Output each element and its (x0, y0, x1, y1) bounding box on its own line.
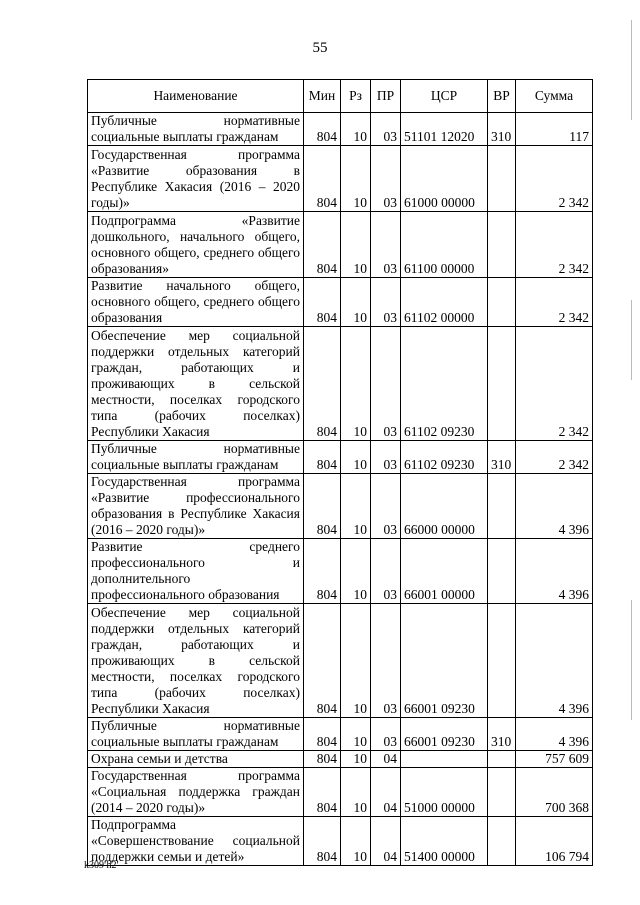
row-vr (488, 539, 516, 604)
table-row (88, 146, 593, 212)
row-pr: 03 (371, 718, 401, 751)
row-min: 804 (304, 751, 341, 768)
header-min: Мин (304, 80, 341, 113)
row-sum: 757 609 (516, 751, 593, 768)
row-min: 804 (304, 768, 341, 817)
row-name: Обеспечение мер социальной поддержки отдельных категорий граждан, работающих и проживающих в сельской местности, поселках городского типа (рабочих поселках) Республики Хакасия (88, 604, 304, 718)
row-vr (488, 474, 516, 539)
header-pr: ПР (371, 80, 401, 113)
row-pr: 03 (371, 539, 401, 604)
table-row (88, 817, 593, 866)
row-sum: 2 342 (516, 146, 593, 212)
table-row (88, 768, 593, 817)
page-number: 55 (312, 40, 328, 56)
row-vr: 310 (488, 718, 516, 751)
row-name: Подпрограмма «Развитие дошкольного, начального общего, основного общего, среднего общего образования» (88, 212, 304, 278)
row-sum: 2 342 (516, 441, 593, 474)
row-name: Государственная программа «Развитие профессионального образования в Республике Хакасия (2016 – 2020 годы)» (88, 474, 304, 539)
row-min: 804 (304, 146, 341, 212)
header-csr: ЦСР (401, 80, 488, 113)
row-rz: 10 (341, 768, 371, 817)
row-rz: 10 (341, 718, 371, 751)
row-pr: 03 (371, 604, 401, 718)
table-row (88, 539, 593, 604)
row-pr: 03 (371, 146, 401, 212)
row-min: 804 (304, 327, 341, 441)
row-csr: 66000 00000 (401, 474, 488, 539)
row-rz: 10 (341, 474, 371, 539)
row-rz: 10 (341, 539, 371, 604)
footer-code: k309 h2 (84, 860, 117, 871)
row-csr: 66001 00000 (401, 539, 488, 604)
row-sum: 4 396 (516, 474, 593, 539)
row-csr: 61102 09230 (401, 441, 488, 474)
scan-margin-mark (631, 300, 632, 380)
header-sum: Сумма (516, 80, 593, 113)
row-sum: 2 342 (516, 278, 593, 327)
row-csr: 61100 00000 (401, 212, 488, 278)
row-pr: 03 (371, 441, 401, 474)
row-csr: 66001 09230 (401, 604, 488, 718)
row-name: Развитие начального общего, основного общего, среднего общего образования (88, 278, 304, 327)
row-sum: 2 342 (516, 212, 593, 278)
row-vr: 310 (488, 441, 516, 474)
row-min: 804 (304, 474, 341, 539)
row-vr: 310 (488, 113, 516, 146)
row-name: Публичные нормативные социальные выплаты гражданам (88, 718, 304, 751)
row-rz: 10 (341, 751, 371, 768)
table-row (88, 113, 593, 146)
row-name: Государственная программа «Социальная поддержка граждан (2014 – 2020 годы)» (88, 768, 304, 817)
row-vr (488, 817, 516, 866)
row-rz: 10 (341, 146, 371, 212)
row-csr: 61102 00000 (401, 278, 488, 327)
row-rz: 10 (341, 441, 371, 474)
table-header-row (88, 80, 593, 113)
row-name: Публичные нормативные социальные выплаты гражданам (88, 441, 304, 474)
header-name: Наименование (88, 80, 304, 113)
row-csr: 51400 00000 (401, 817, 488, 866)
row-vr (488, 212, 516, 278)
row-min: 804 (304, 278, 341, 327)
row-vr (488, 146, 516, 212)
row-pr: 03 (371, 327, 401, 441)
row-vr (488, 768, 516, 817)
scan-margin-mark (631, 20, 632, 120)
row-sum: 2 342 (516, 327, 593, 441)
row-sum: 4 396 (516, 539, 593, 604)
row-vr (488, 327, 516, 441)
row-min: 804 (304, 212, 341, 278)
row-min: 804 (304, 113, 341, 146)
row-rz: 10 (341, 212, 371, 278)
table-row (88, 474, 593, 539)
row-csr: 61102 09230 (401, 327, 488, 441)
budget-table (87, 79, 593, 866)
row-sum: 4 396 (516, 604, 593, 718)
row-vr (488, 278, 516, 327)
row-csr (401, 751, 488, 768)
row-name: Подпрограмма «Совершенствование социальной поддержки семьи и детей» (88, 817, 304, 866)
row-rz: 10 (341, 327, 371, 441)
row-vr (488, 751, 516, 768)
table-row (88, 751, 593, 768)
row-pr: 04 (371, 768, 401, 817)
row-csr: 51101 12020 (401, 113, 488, 146)
row-min: 804 (304, 817, 341, 866)
table-row (88, 604, 593, 718)
row-pr: 03 (371, 278, 401, 327)
row-csr: 66001 09230 (401, 718, 488, 751)
row-csr: 61000 00000 (401, 146, 488, 212)
row-min: 804 (304, 604, 341, 718)
row-pr: 03 (371, 212, 401, 278)
table-row (88, 441, 593, 474)
scan-margin-mark (631, 600, 632, 720)
table-row (88, 212, 593, 278)
row-name: Публичные нормативные социальные выплаты гражданам (88, 113, 304, 146)
row-min: 804 (304, 441, 341, 474)
row-pr: 03 (371, 474, 401, 539)
row-rz: 10 (341, 817, 371, 866)
row-rz: 10 (341, 113, 371, 146)
row-sum: 106 794 (516, 817, 593, 866)
row-min: 804 (304, 718, 341, 751)
row-vr (488, 604, 516, 718)
table-body (88, 113, 593, 866)
row-rz: 10 (341, 278, 371, 327)
row-sum: 117 (516, 113, 593, 146)
header-rz: Рз (341, 80, 371, 113)
row-name: Государственная программа «Развитие образования в Республике Хакасия (2016 – 2020 годы)» (88, 146, 304, 212)
table-row (88, 278, 593, 327)
table-row (88, 327, 593, 441)
row-sum: 4 396 (516, 718, 593, 751)
row-pr: 04 (371, 817, 401, 866)
row-name: Развитие среднего профессионального и дополнительного профессионального образования (88, 539, 304, 604)
header-vr: ВР (488, 80, 516, 113)
row-rz: 10 (341, 604, 371, 718)
row-min: 804 (304, 539, 341, 604)
table-row (88, 718, 593, 751)
row-sum: 700 368 (516, 768, 593, 817)
row-name: Обеспечение мер социальной поддержки отдельных категорий граждан, работающих и проживающих в сельской местности, поселках городского типа (рабочих поселках) Республики Хакасия (88, 327, 304, 441)
row-pr: 03 (371, 113, 401, 146)
row-pr: 04 (371, 751, 401, 768)
row-name: Охрана семьи и детства (88, 751, 304, 768)
row-csr: 51000 00000 (401, 768, 488, 817)
